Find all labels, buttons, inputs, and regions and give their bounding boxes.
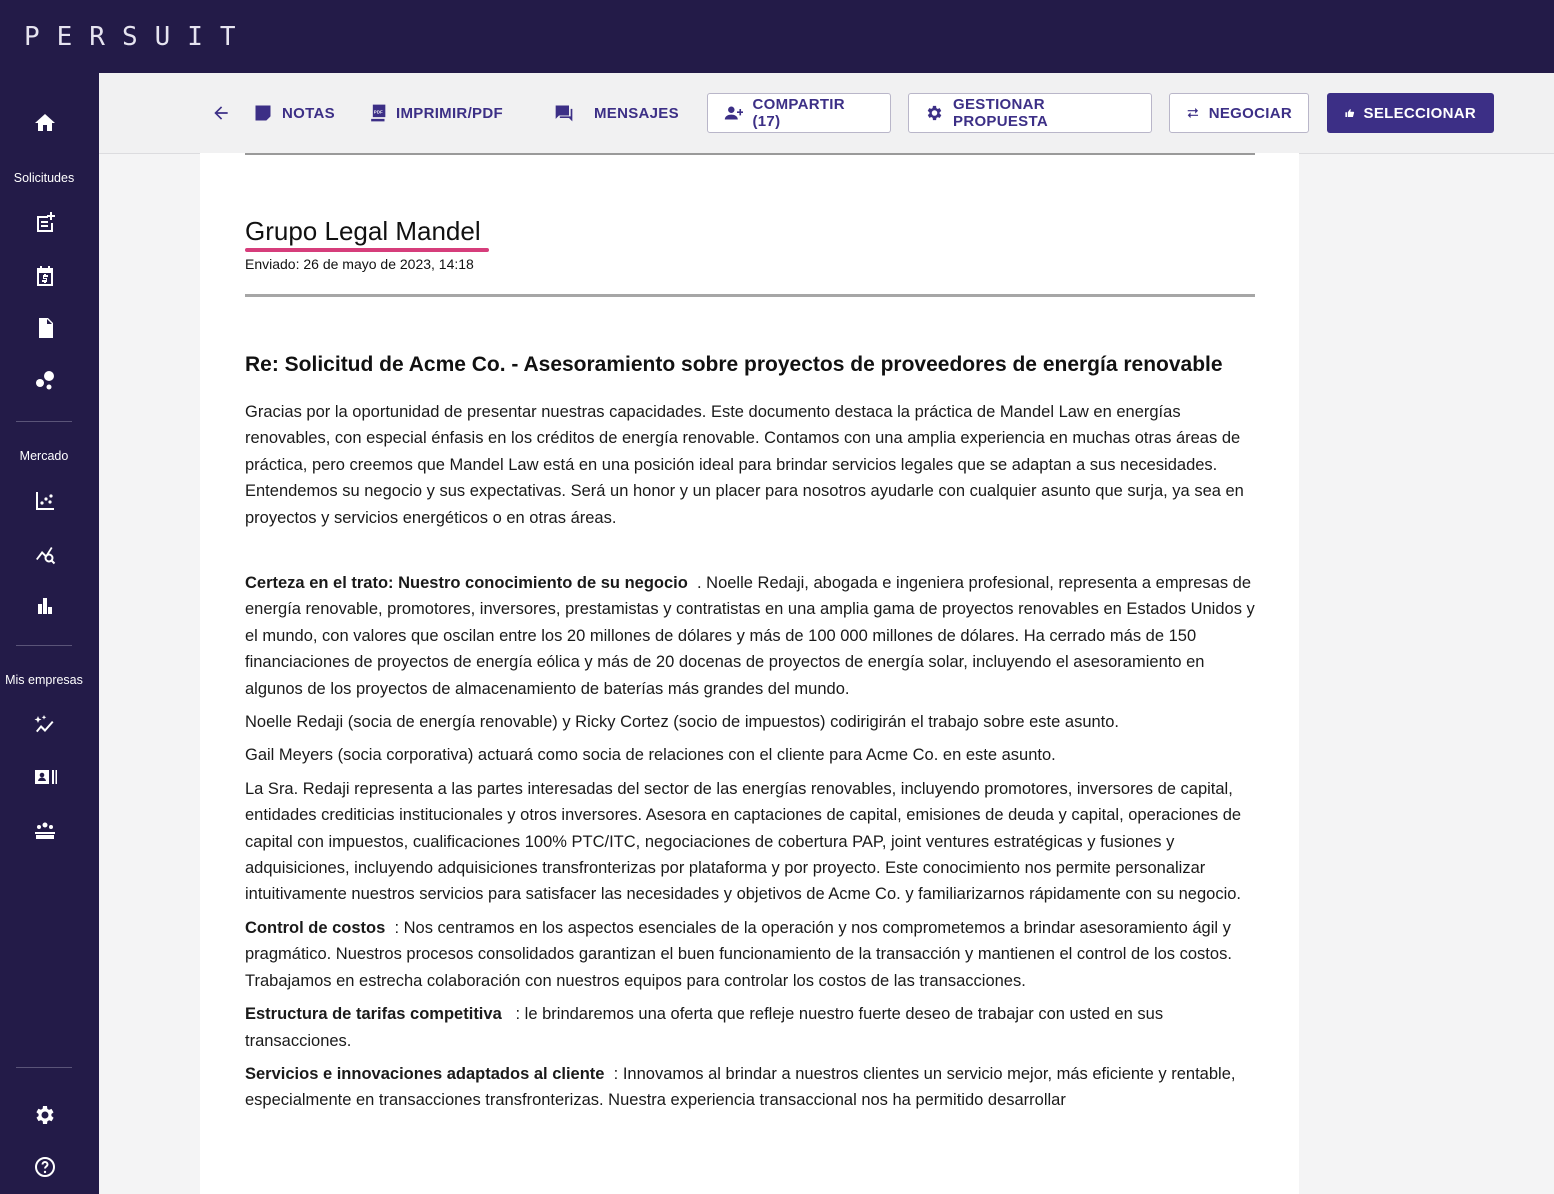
back-button[interactable] bbox=[211, 93, 231, 133]
proposal-document bbox=[200, 153, 1299, 1194]
arrow-left-icon bbox=[211, 103, 231, 123]
contact-card-icon[interactable] bbox=[31, 763, 59, 791]
gear-icon[interactable] bbox=[31, 1101, 59, 1129]
fee-text: : le brindaremos una oferta que refleje nuestro fuerte deseo de trabajar con usted en sus transacciones. bbox=[245, 1005, 1164, 1050]
home-icon[interactable] bbox=[31, 109, 59, 137]
scatter-plot-icon[interactable] bbox=[31, 487, 59, 515]
swap-arrows-icon bbox=[1186, 103, 1200, 123]
notes-button[interactable] bbox=[253, 93, 335, 133]
print-pdf-button[interactable] bbox=[367, 93, 503, 133]
cost-text: : Nos centramos en los aspectos esenciales de la operación y nos comprometemos a brindar asesoramiento ágil y pragmático. Nuestros procesos consolidados garantizan el buen funcionamiento de la transacción y mantienen el control de los costos. Trabajamos en estrecha colaboración con nuestros equipos para controlar los costos de las transacciones. bbox=[245, 918, 1232, 990]
sidebar-divider bbox=[16, 1067, 72, 1068]
certainty-text: . Noelle Redaji, abogada e ingeniera profesional, representa a empresas de energía renovable, promotores, inversores, prestamistas y contratistas en una amplia gama de proyectos renovables en Estados Unidos y el mundo, con valores que oscilan entre los 20 millones de dólares y más de 100 000 millones de dólares. Ha cerrado más de 150 financiaciones de proyectos de energía eólica y más de 20 docenas de proyectos de energía solar, incluyendo el asesoramiento en algunos de los proyectos de almacenamiento de baterías más grandes del mundo. bbox=[245, 574, 1255, 698]
sparkle-trend-icon[interactable] bbox=[31, 711, 59, 739]
manage-label: GESTIONAR PROPUESTA bbox=[953, 96, 1048, 130]
team-icon[interactable] bbox=[31, 816, 59, 844]
certainty-heading: Certeza en el trato: Nuestro conocimiento de su negocio bbox=[245, 574, 688, 592]
leads-paragraph: Noelle Redaji (socia de energía renovable) y Ricky Cortez (socio de impuestos) codirigirán el trabajo sobre este asunto. bbox=[245, 713, 1120, 732]
svg-text:PDF: PDF bbox=[373, 109, 383, 115]
sidebar-divider bbox=[16, 421, 72, 422]
share-label: COMPARTIR (17) bbox=[752, 96, 845, 130]
services-paragraph bbox=[245, 1061, 1257, 1114]
notes-label: NOTAS bbox=[282, 104, 335, 122]
cost-paragraph bbox=[245, 915, 1257, 994]
firm-accent-underline bbox=[245, 248, 489, 252]
gear-icon bbox=[925, 103, 944, 123]
cost-heading: Control de costos bbox=[245, 918, 386, 937]
proposal-subject: Re: Solicitud de Acme Co. - Asesoramiento sobre proyectos de proveedores de energía renovable bbox=[245, 353, 1223, 376]
firm-name: Grupo Legal Mandel bbox=[245, 216, 481, 246]
document-icon[interactable] bbox=[31, 314, 59, 342]
relationship-paragraph: Gail Meyers (socia corporativa) actuará como socia de relaciones con el cliente para Acme Co. en este asunto. bbox=[245, 746, 1056, 765]
add-person-icon bbox=[724, 103, 743, 123]
bubble-chart-icon[interactable] bbox=[31, 366, 59, 394]
calendar-dollar-icon[interactable] bbox=[31, 262, 59, 290]
services-text: : Innovamos al brindar a nuestros clientes un servicio mejor, más eficiente y rentable, especialmente en transacciones transfronterizas. Nuestra experiencia transaccional nos ha permitido desarrollar bbox=[245, 1064, 1236, 1110]
bar-chart-icon[interactable] bbox=[31, 592, 59, 620]
sent-timestamp: Enviado: 26 de mayo de 2023, 14:18 bbox=[245, 256, 474, 272]
search-analytics-icon[interactable] bbox=[31, 539, 59, 567]
intro-text: Gracias por la oportunidad de presentar nuestras capacidades. Este documento destaca la práctica de Mandel Law en energías renovables, con especial énfasis en los créditos de energía renovable. Contamos con una amplia experiencia en muchas otras áreas de práctica, pero creemos que Mandel Law está en una posición ideal para brindar servicios legales que se adaptan a sus necesidades. Entendemos su negocio y sus expectativas. Será un honor y un placer para nosotros ayudarle con cualquier asunto que surja, ya sea en proyectos y servicios energéticos o en otras áreas. bbox=[245, 403, 1244, 527]
print-label: IMPRIMIR/PDF bbox=[396, 104, 503, 122]
share-button[interactable] bbox=[707, 93, 891, 133]
negotiate-button[interactable] bbox=[1169, 93, 1309, 133]
messages-label: MENSAJES bbox=[594, 104, 679, 122]
sidebar-section-requests: Solicitudes bbox=[13, 171, 75, 185]
new-request-icon[interactable] bbox=[31, 209, 59, 237]
pdf-icon bbox=[367, 103, 387, 123]
top-header bbox=[0, 0, 1554, 73]
proposal-toolbar bbox=[99, 73, 1554, 154]
manage-proposal-button[interactable] bbox=[908, 93, 1152, 133]
sidebar bbox=[0, 73, 99, 1194]
chat-icon bbox=[554, 103, 574, 123]
fee-paragraph bbox=[245, 1001, 1257, 1054]
redaji-paragraph: La Sra. Redaji representa a las partes interesadas del sector de las energías renovables, incluyendo promotores, inversores de capital, entidades crediticias institucionales y otros inversores. Asesora en captaciones de capital, emisiones de deuda y capital, operaciones de capital con impuestos, cualificaciones 100% PTC/ITC, negociaciones de cobertura PAP, joint ventures estratégicas y fusiones y adquisiciones, incluyendo adquisiciones transfronterizas por plataforma y por proyecto. Este conocimiento nos permite personalizar intuitivamente nuestros servicios para satisfacer las necesidades y objetivos de Acme Co. y familiarizarnos rápidamente con su negocio. bbox=[245, 779, 1242, 904]
divider bbox=[245, 153, 1255, 155]
messages-button[interactable] bbox=[554, 93, 679, 133]
help-icon[interactable] bbox=[31, 1153, 59, 1181]
select-label: SELECCIONAR bbox=[1363, 104, 1476, 122]
sidebar-section-market: Mercado bbox=[19, 449, 69, 463]
negotiate-label: NEGOCIAR bbox=[1208, 104, 1292, 122]
intro-paragraph bbox=[245, 399, 1257, 538]
notes-icon bbox=[253, 103, 273, 123]
sidebar-divider bbox=[16, 645, 72, 646]
thumbs-up-icon bbox=[1345, 103, 1355, 123]
select-button[interactable] bbox=[1327, 93, 1494, 133]
divider bbox=[245, 294, 1255, 297]
proposal-body bbox=[245, 570, 1257, 1121]
services-heading: Servicios e innovaciones adaptados al cliente bbox=[245, 1064, 605, 1083]
sidebar-section-firms: Mis empresas bbox=[5, 673, 83, 687]
certainty-paragraph bbox=[245, 570, 1257, 702]
app-logo[interactable]: PERSUIT bbox=[24, 22, 253, 52]
fee-heading: Estructura de tarifas competitiva bbox=[245, 1005, 502, 1024]
